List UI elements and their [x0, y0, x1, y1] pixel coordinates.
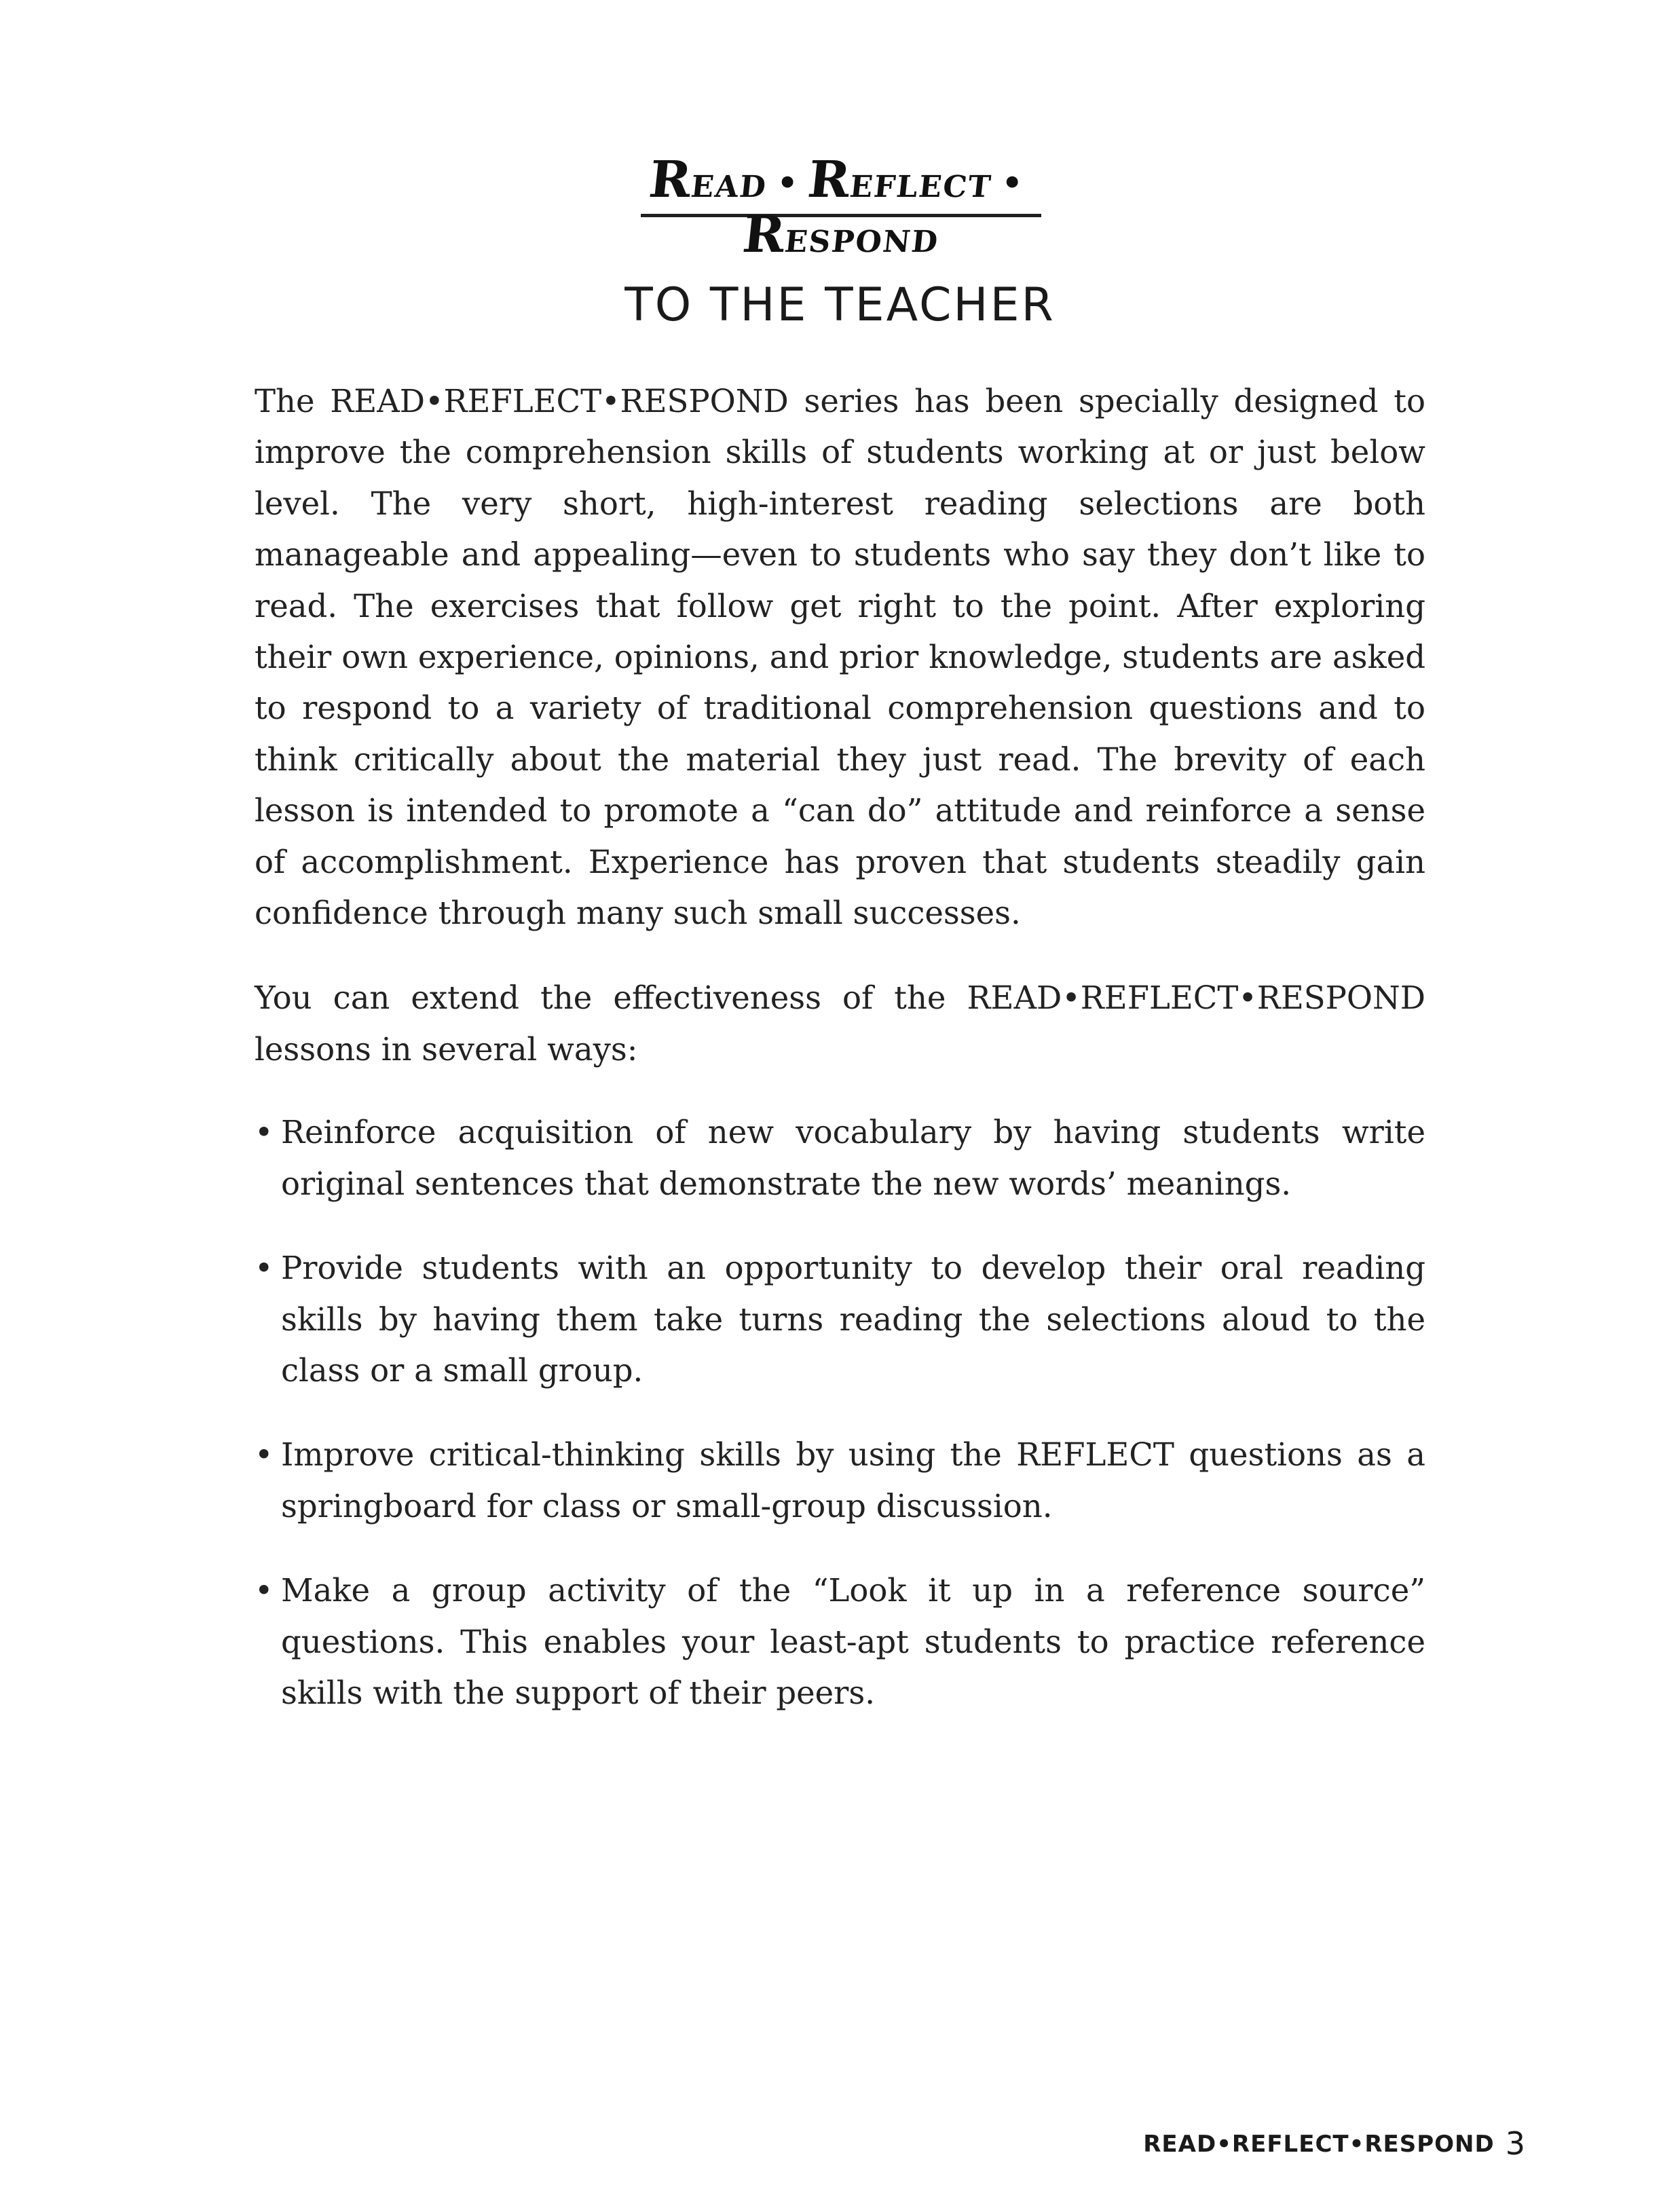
extend-paragraph: You can extend the effectiveness of the READ•REFLECT•RESPOND lessons in several ways: [255, 979, 1425, 1068]
list-item-text: Improve critical-thinking skills by using the REFLECT questions as a springboard for class or small-group discussion. [281, 1436, 1425, 1524]
series-separator: • [777, 164, 799, 202]
list-item-text: Make a group activity of the “Look it up in a reference source” questions. This enables your least-apt students to practice reference skills with the support of their peers. [281, 1572, 1425, 1711]
list-item [255, 1565, 1425, 1719]
series-word-reflect: REFLECT [805, 151, 994, 209]
series-logo-header [641, 151, 1041, 264]
list-item-text: Reinforce acquisition of new vocabulary by having students write original sentences that demonstrate the new words’ meanings. [281, 1114, 1425, 1202]
intro-paragraph: The READ•REFLECT•RESPOND series has been specially designed to improve the comprehension skills of students working at or just below level. The very short, high-interest reading selections are both manageable and appealing—even to students who say they don’t like to read. The exercises that follow get right to the point. After exploring their own experience, opinions, and prior knowledge, students are asked to respond to a variety of traditional comprehension questions and to think critically about the material they just read. The brevity of each lesson is intended to promote a “can do” attitude and reinforce a sense of accomplishment. Experience has proven that students steadily gain confidence through many such small successes. [255, 383, 1425, 932]
bullet-icon: • [255, 1436, 274, 1474]
footer-series-name: READ•REFLECT•RESPOND [1143, 2131, 1495, 2158]
bullet-icon: • [255, 1114, 274, 1151]
series-word-read: READ [646, 151, 769, 209]
suggestion-list [255, 1107, 1425, 1719]
list-item [255, 1429, 1425, 1532]
bullet-icon: • [255, 1250, 274, 1287]
series-separator: • [1001, 164, 1024, 202]
list-item-text: Provide students with an opportunity to develop their oral reading skills by having them take turns reading the selections aloud to the class or a small group. [281, 1250, 1425, 1389]
page-title: TO THE TEACHER [624, 278, 1056, 332]
list-item [255, 1107, 1425, 1210]
list-item [255, 1243, 1425, 1396]
page-number: 3 [1505, 2125, 1525, 2162]
bullet-icon: • [255, 1572, 274, 1609]
page-footer [1143, 2127, 1525, 2161]
body-text [255, 376, 1425, 1752]
series-word-respond: RESPOND [740, 206, 941, 264]
